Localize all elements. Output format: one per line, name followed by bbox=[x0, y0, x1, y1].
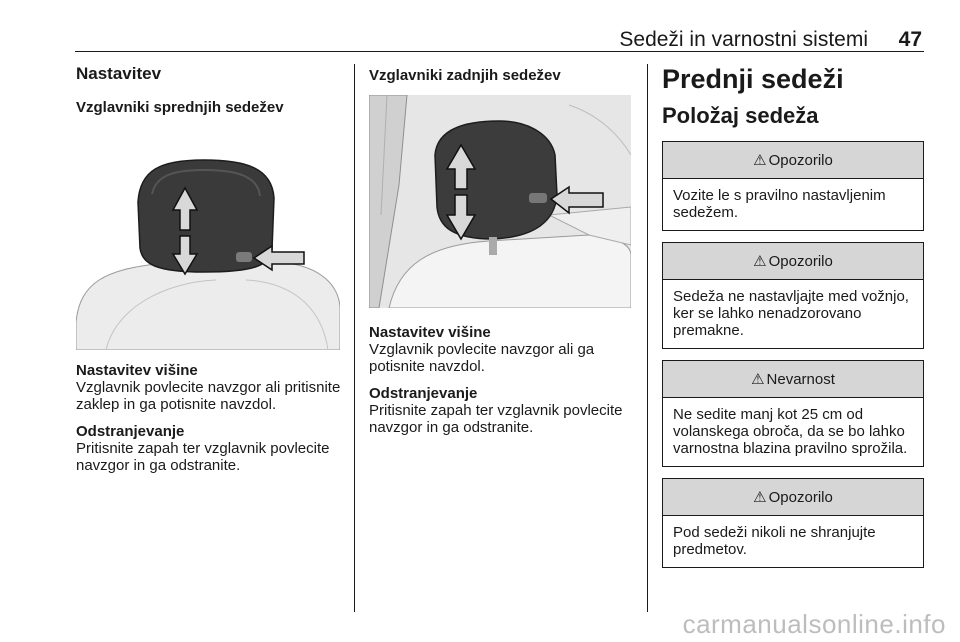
removal-title: Odstranjevanje bbox=[76, 423, 185, 440]
warning-header bbox=[663, 479, 923, 516]
warning-label: Opozorilo bbox=[768, 488, 833, 506]
height-adjust-title: Nastavitev višine bbox=[369, 324, 491, 341]
warning-text: Vozite le s pravilno nastavljenim sedežem. bbox=[673, 187, 886, 221]
warning-triangle-icon: ⚠ bbox=[753, 152, 767, 169]
watermark: carmanualsonline.info bbox=[682, 609, 946, 639]
warning-box bbox=[662, 242, 924, 349]
column-2 bbox=[369, 62, 634, 436]
column-3 bbox=[662, 62, 924, 568]
section-title: Nastavitev bbox=[76, 64, 162, 83]
warning-label: Opozorilo bbox=[768, 151, 833, 169]
danger-text: Ne sedite manj kot 25 cm od volanskega obroča, da se bo lahko varnostna blazina pravilno sprožila. bbox=[673, 406, 908, 457]
warning-triangle-icon: ⚠ bbox=[753, 489, 767, 506]
running-header-title: Sedeži in varnostni sistemi bbox=[619, 28, 868, 51]
removal-text: Pritisnite zapah ter vzglavnik povlecite navzgor in ga odstranite. bbox=[369, 402, 623, 436]
column-divider bbox=[354, 64, 355, 612]
danger-box bbox=[662, 360, 924, 467]
warning-header bbox=[663, 142, 923, 179]
danger-label: Nevarnost bbox=[766, 370, 835, 388]
warning-triangle-icon: ⚠ bbox=[751, 371, 765, 388]
warning-box bbox=[662, 141, 924, 231]
subsection-title: Vzglavniki sprednjih sedežev bbox=[76, 99, 284, 116]
front-headrest-illustration bbox=[76, 132, 340, 350]
subsection-title: Vzglavniki zadnjih sedežev bbox=[369, 67, 561, 84]
column-divider bbox=[647, 64, 648, 612]
warning-box bbox=[662, 478, 924, 568]
danger-header bbox=[663, 361, 923, 398]
height-adjust-text: Vzglavnik povlecite navzgor ali pritisnite zaklep in ga potisnite navzdol. bbox=[76, 379, 341, 413]
height-adjust-title: Nastavitev višine bbox=[76, 362, 198, 379]
section-title: Položaj sedeža bbox=[662, 103, 819, 128]
height-adjust-text: Vzglavnik povlecite navzgor ali ga potisnite navzdol. bbox=[369, 341, 595, 375]
page-number: 47 bbox=[898, 28, 922, 51]
chapter-title: Prednji sedeži bbox=[662, 64, 844, 94]
removal-text: Pritisnite zapah ter vzglavnik povlecite navzgor in ga odstranite. bbox=[76, 440, 330, 474]
warning-text: Pod sedeži nikoli ne shranjujte predmetov. bbox=[673, 524, 876, 558]
warning-label: Opozorilo bbox=[768, 252, 833, 270]
warning-triangle-icon: ⚠ bbox=[753, 253, 767, 270]
warning-text: Sedeža ne nastavljajte med vožnjo, ker se lahko nenadzorovano premakne. bbox=[673, 288, 909, 339]
rear-headrest-illustration bbox=[369, 95, 631, 308]
column-1 bbox=[76, 62, 342, 474]
warning-header bbox=[663, 243, 923, 280]
header-rule bbox=[75, 51, 924, 52]
removal-title: Odstranjevanje bbox=[369, 385, 478, 402]
